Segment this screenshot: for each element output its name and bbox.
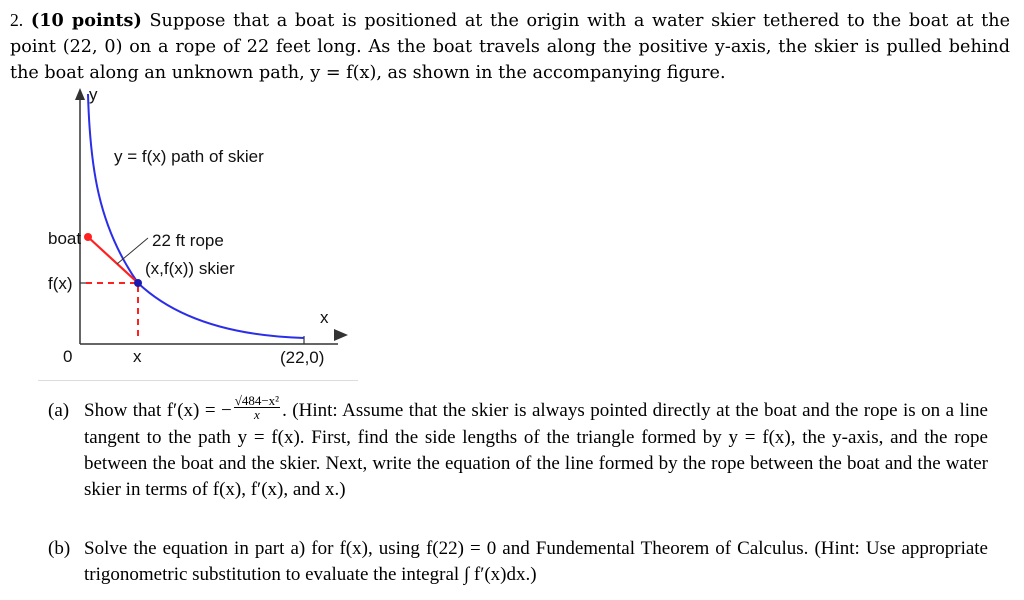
end-point-label: (22,0) xyxy=(280,348,325,367)
skier-path-curve xyxy=(88,94,304,338)
derivative-fraction xyxy=(234,394,280,421)
skier-label: (x,f(x)) skier xyxy=(145,259,235,278)
part-a-label: (a) xyxy=(48,400,70,421)
boat-label: boat xyxy=(48,229,82,248)
y-axis-arrow xyxy=(75,88,85,100)
x-axis-label: x xyxy=(320,308,329,327)
y-axis-label: y xyxy=(89,86,98,104)
problem-statement xyxy=(10,7,1010,86)
problem-text: Suppose that a boat is positioned at the origin with a water skier tethered to the boat at the point (22, 0) on a rope of 22 feet long. As the boat travels along the positive y-axis, the skier is pulled behind the boat along an unknown path, y = f(x), as shown in the accompanying figure. xyxy=(10,11,1010,83)
origin-label: 0 xyxy=(63,347,73,366)
boat-dot xyxy=(84,233,92,241)
problem-points: (10 points) xyxy=(30,10,142,31)
fx-label: f(x) xyxy=(48,274,73,293)
rope-line xyxy=(88,237,138,283)
part-a xyxy=(48,393,988,503)
x-tick-label: x xyxy=(133,347,142,366)
part-a-text: . (Hint: Assume that the skier is always pointed directly at the boat and the rope is on a line tangent to the path y = f(x). First, find the side lengths of the triangle formed by y = f(x), the y-axis, and the rope between the boat and the skier. Next, write the equation of the line formed by the rope between the boat and the water skier in terms of f(x), f′(x), and x.) xyxy=(84,400,988,501)
part-b-label: (b) xyxy=(48,538,71,559)
fraction-denominator: x xyxy=(254,407,260,423)
rope-label-pointer xyxy=(117,238,148,264)
part-a-prefix: Show that f′(x) = − xyxy=(84,400,232,421)
skier-figure xyxy=(38,86,358,376)
path-label: y = f(x) path of skier xyxy=(114,147,264,166)
divider xyxy=(38,380,358,381)
part-b-text: Solve the equation in part a) for f(x), using f(22) = 0 and Fundemental Theorem of Calculus. (Hint: Use appropriate trigonometric substitution to evaluate the integral ∫ f′(x)dx.) xyxy=(84,538,988,585)
skier-dot xyxy=(134,279,142,287)
problem-number: 2. xyxy=(10,10,24,30)
fraction-numerator: √484−x² xyxy=(234,393,280,409)
x-axis-arrow xyxy=(334,329,348,341)
part-b xyxy=(48,536,988,588)
rope-label: 22 ft rope xyxy=(152,231,224,250)
